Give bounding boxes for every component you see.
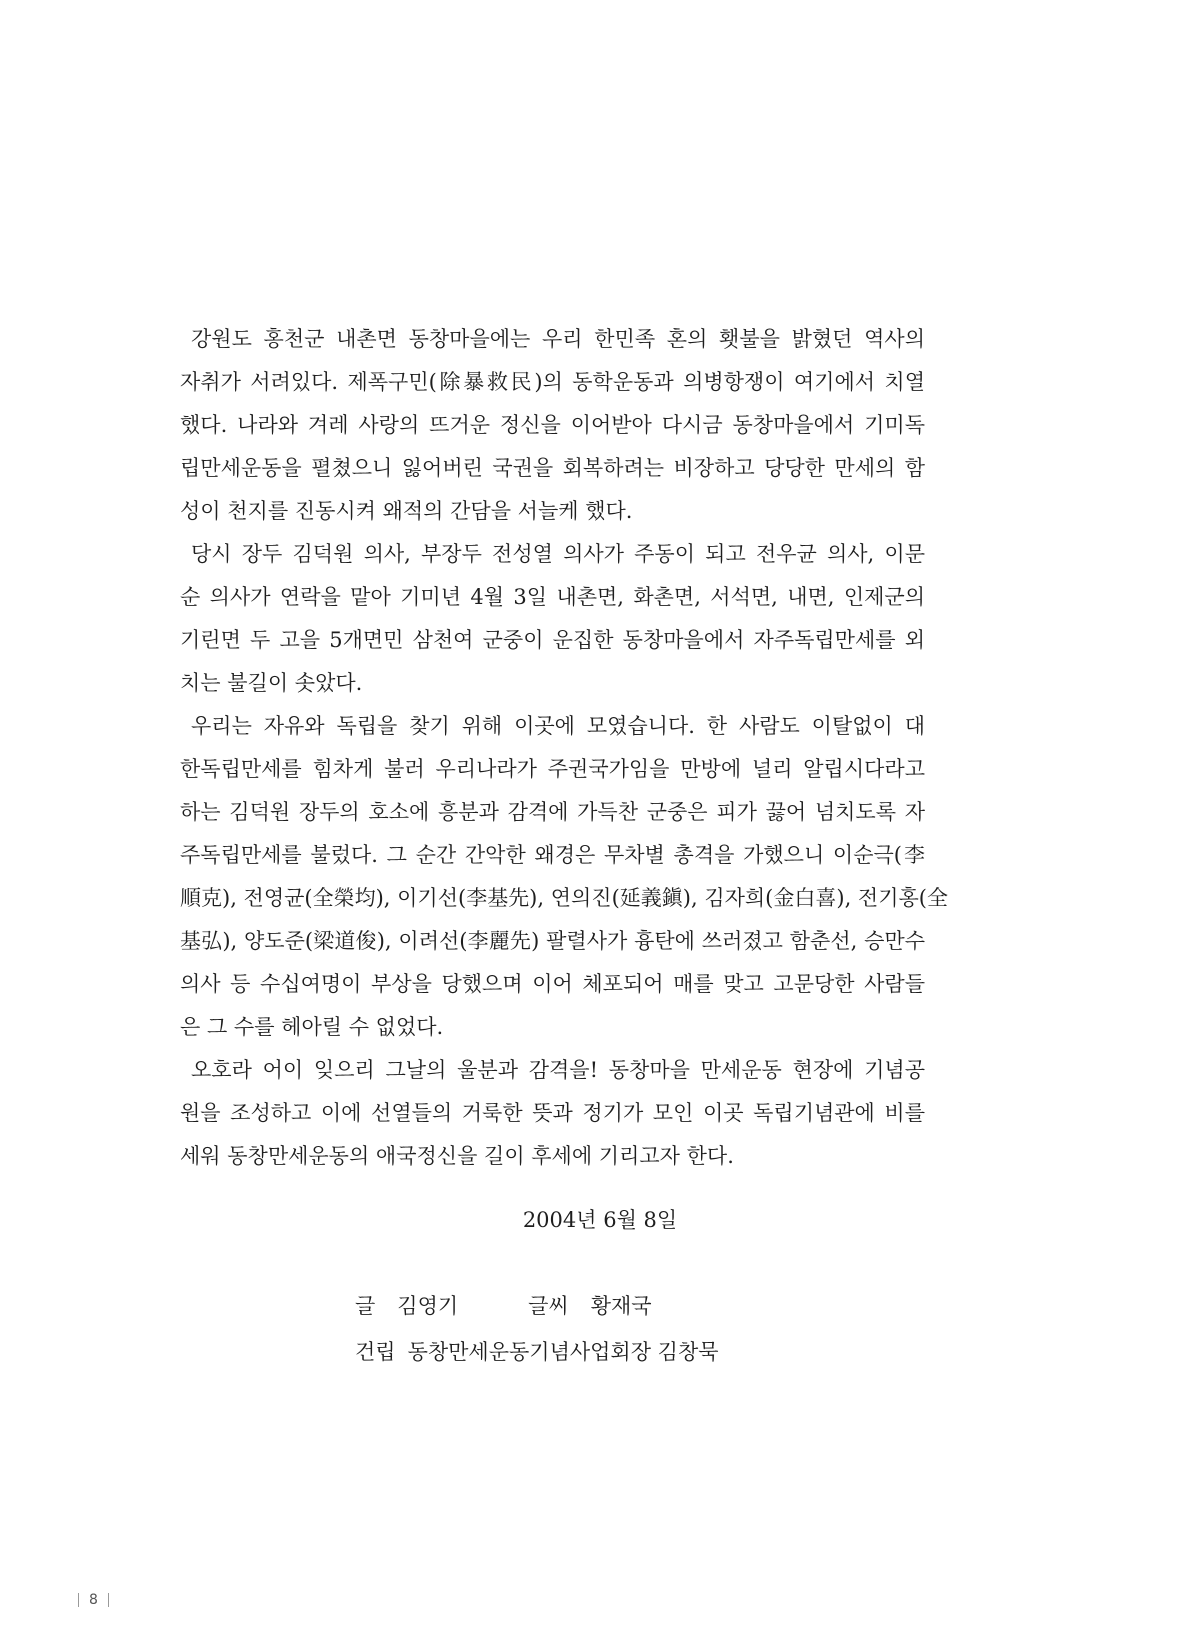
- text-line: 립만세운동을 펼쳤으니 잃어버린 국권을 회복하려는 비장하고 당당한 만세의 함: [180, 456, 925, 480]
- text-line: 基弘), 양도준(梁道俊), 이려선(李麗先) 팔렬사가 흉탄에 쓰러졌고 함춘선, 승만수: [180, 929, 925, 953]
- author-row: [355, 1291, 719, 1337]
- text-line: 강원도 홍천군 내촌면 동창마을에는 우리 한민족 혼의 횃불을 밝혔던 역사의: [191, 327, 925, 351]
- text-line: 의사 등 수십여명이 부상을 당했으며 이어 체포되어 매를 맞고 고문당한 사람들: [180, 972, 925, 996]
- calligraphy-label: 글씨: [528, 1294, 569, 1318]
- text-line: 順克), 전영균(全榮均), 이기선(李基先), 연의진(延義鎭), 김자희(金白喜), 전기홍(全: [180, 886, 948, 910]
- calligrapher: 황재국: [590, 1294, 652, 1318]
- erected-label: 건립: [355, 1340, 396, 1364]
- text-line: 원을 조성하고 이에 선열들의 거룩한 뜻과 정기가 모인 이곳 독립기념관에 비를: [180, 1101, 925, 1125]
- paragraph-3: [180, 705, 948, 1049]
- text-line: 기린면 두 고을 5개면민 삼천여 군중이 운집한 동창마을에서 자주독립만세를 외: [180, 628, 925, 652]
- paragraph-2: [180, 533, 925, 705]
- text-line: 성이 천지를 진동시켜 왜적의 간담을 서늘케 했다.: [180, 499, 633, 523]
- text-line: 순 의사가 연락을 맡아 기미년 4월 3일 내촌면, 화촌면, 서석면, 내면, 인제군의: [180, 585, 925, 609]
- inscription-date: 2004년 6월 8일: [522, 1208, 678, 1232]
- text-line: 한독립만세를 힘차게 불러 우리나라가 주권국가임을 만방에 널리 알립시다라고: [180, 757, 925, 781]
- text-line: 했다. 나라와 겨레 사랑의 뜨거운 정신을 이어받아 다시금 동창마을에서 기미독: [180, 413, 925, 437]
- text-line: 주독립만세를 불렀다. 그 순간 간악한 왜경은 무차별 총격을 가했으니 이순극(李: [180, 843, 925, 867]
- footer-divider: [78, 1593, 79, 1607]
- footer-divider: [108, 1593, 109, 1607]
- text-line: 하는 김덕원 장두의 호소에 흥분과 감격에 가득찬 군중은 피가 끓어 넘치도록 자: [180, 800, 925, 824]
- text-line: 치는 불길이 솟았다.: [180, 671, 363, 695]
- text-line: 당시 장두 김덕원 의사, 부장두 전성열 의사가 주동이 되고 전우균 의사, 이문: [191, 542, 925, 566]
- page-number: 8: [89, 1592, 98, 1608]
- text-line: 자취가 서려있다. 제폭구민(除暴救民)의 동학운동과 의병항쟁이 여기에서 치열: [180, 370, 925, 394]
- page-footer: [78, 1592, 109, 1608]
- text-line: 우리는 자유와 독립을 찾기 위해 이곳에 모였습니다. 한 사람도 이탈없이 대: [191, 714, 925, 738]
- credits: [355, 1291, 719, 1383]
- text-line: 은 그 수를 헤아릴 수 없었다.: [180, 1015, 444, 1039]
- paragraph-4: [180, 1049, 925, 1178]
- paragraph-1: [180, 318, 925, 533]
- text-line: 세워 동창만세운동의 애국정신을 길이 후세에 기리고자 한다.: [180, 1144, 734, 1168]
- erected-row: [355, 1337, 719, 1383]
- text-label: 글: [355, 1294, 376, 1318]
- text-author: 김영기: [397, 1294, 459, 1318]
- inscription-body: [180, 318, 948, 1178]
- text-line: 오호라 어이 잊으리 그날의 울분과 감격을! 동창마을 만세운동 현장에 기념공: [191, 1058, 925, 1082]
- erected-by: 동창만세운동기념사업회장 김창묵: [407, 1340, 719, 1364]
